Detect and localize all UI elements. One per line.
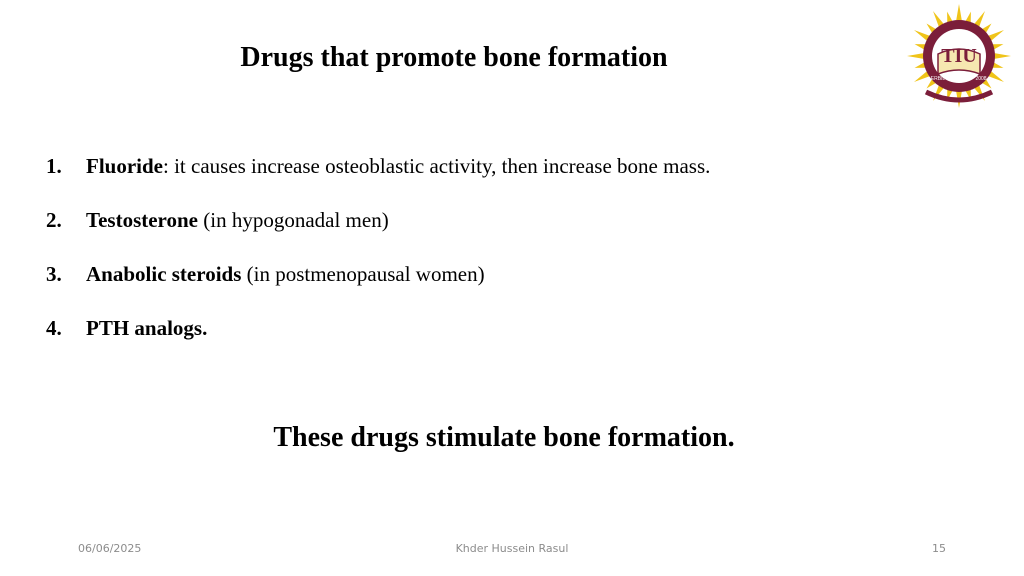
list-item <box>46 256 710 310</box>
list-number: 2. <box>46 208 62 232</box>
sun-ray <box>993 53 1011 59</box>
list-item <box>46 148 710 202</box>
footer-author: Khder Hussein Rasul <box>455 542 569 555</box>
list-item <box>46 310 710 364</box>
list-item <box>46 202 710 256</box>
drug-description: : it causes increase osteoblastic activity, then increase bone mass. <box>163 154 711 178</box>
list-number: 1. <box>46 154 62 178</box>
drug-name: Fluoride <box>86 154 163 178</box>
drug-name: Testosterone <box>86 208 198 232</box>
drug-list <box>46 148 710 364</box>
logo-city: ERBIL <box>930 76 946 82</box>
sun-ray <box>956 4 962 22</box>
footer-date: 06/06/2025 <box>78 542 142 555</box>
logo-letters: TIU <box>941 45 977 67</box>
list-number: 4. <box>46 316 62 340</box>
university-logo <box>898 4 1020 112</box>
slide-title: Drugs that promote bone formation <box>240 42 668 73</box>
drug-description: (in postmenopausal women) <box>241 262 485 286</box>
sun-ray <box>907 53 925 59</box>
list-number: 3. <box>46 262 62 286</box>
logo-year: 2008 <box>975 76 987 82</box>
page-number: 15 <box>932 542 946 555</box>
summary-statement: These drugs stimulate bone formation. <box>273 422 735 453</box>
drug-name: Anabolic steroids <box>86 262 242 286</box>
drug-description: (in hypogonadal men) <box>198 208 389 232</box>
drug-name: PTH analogs. <box>86 316 208 340</box>
